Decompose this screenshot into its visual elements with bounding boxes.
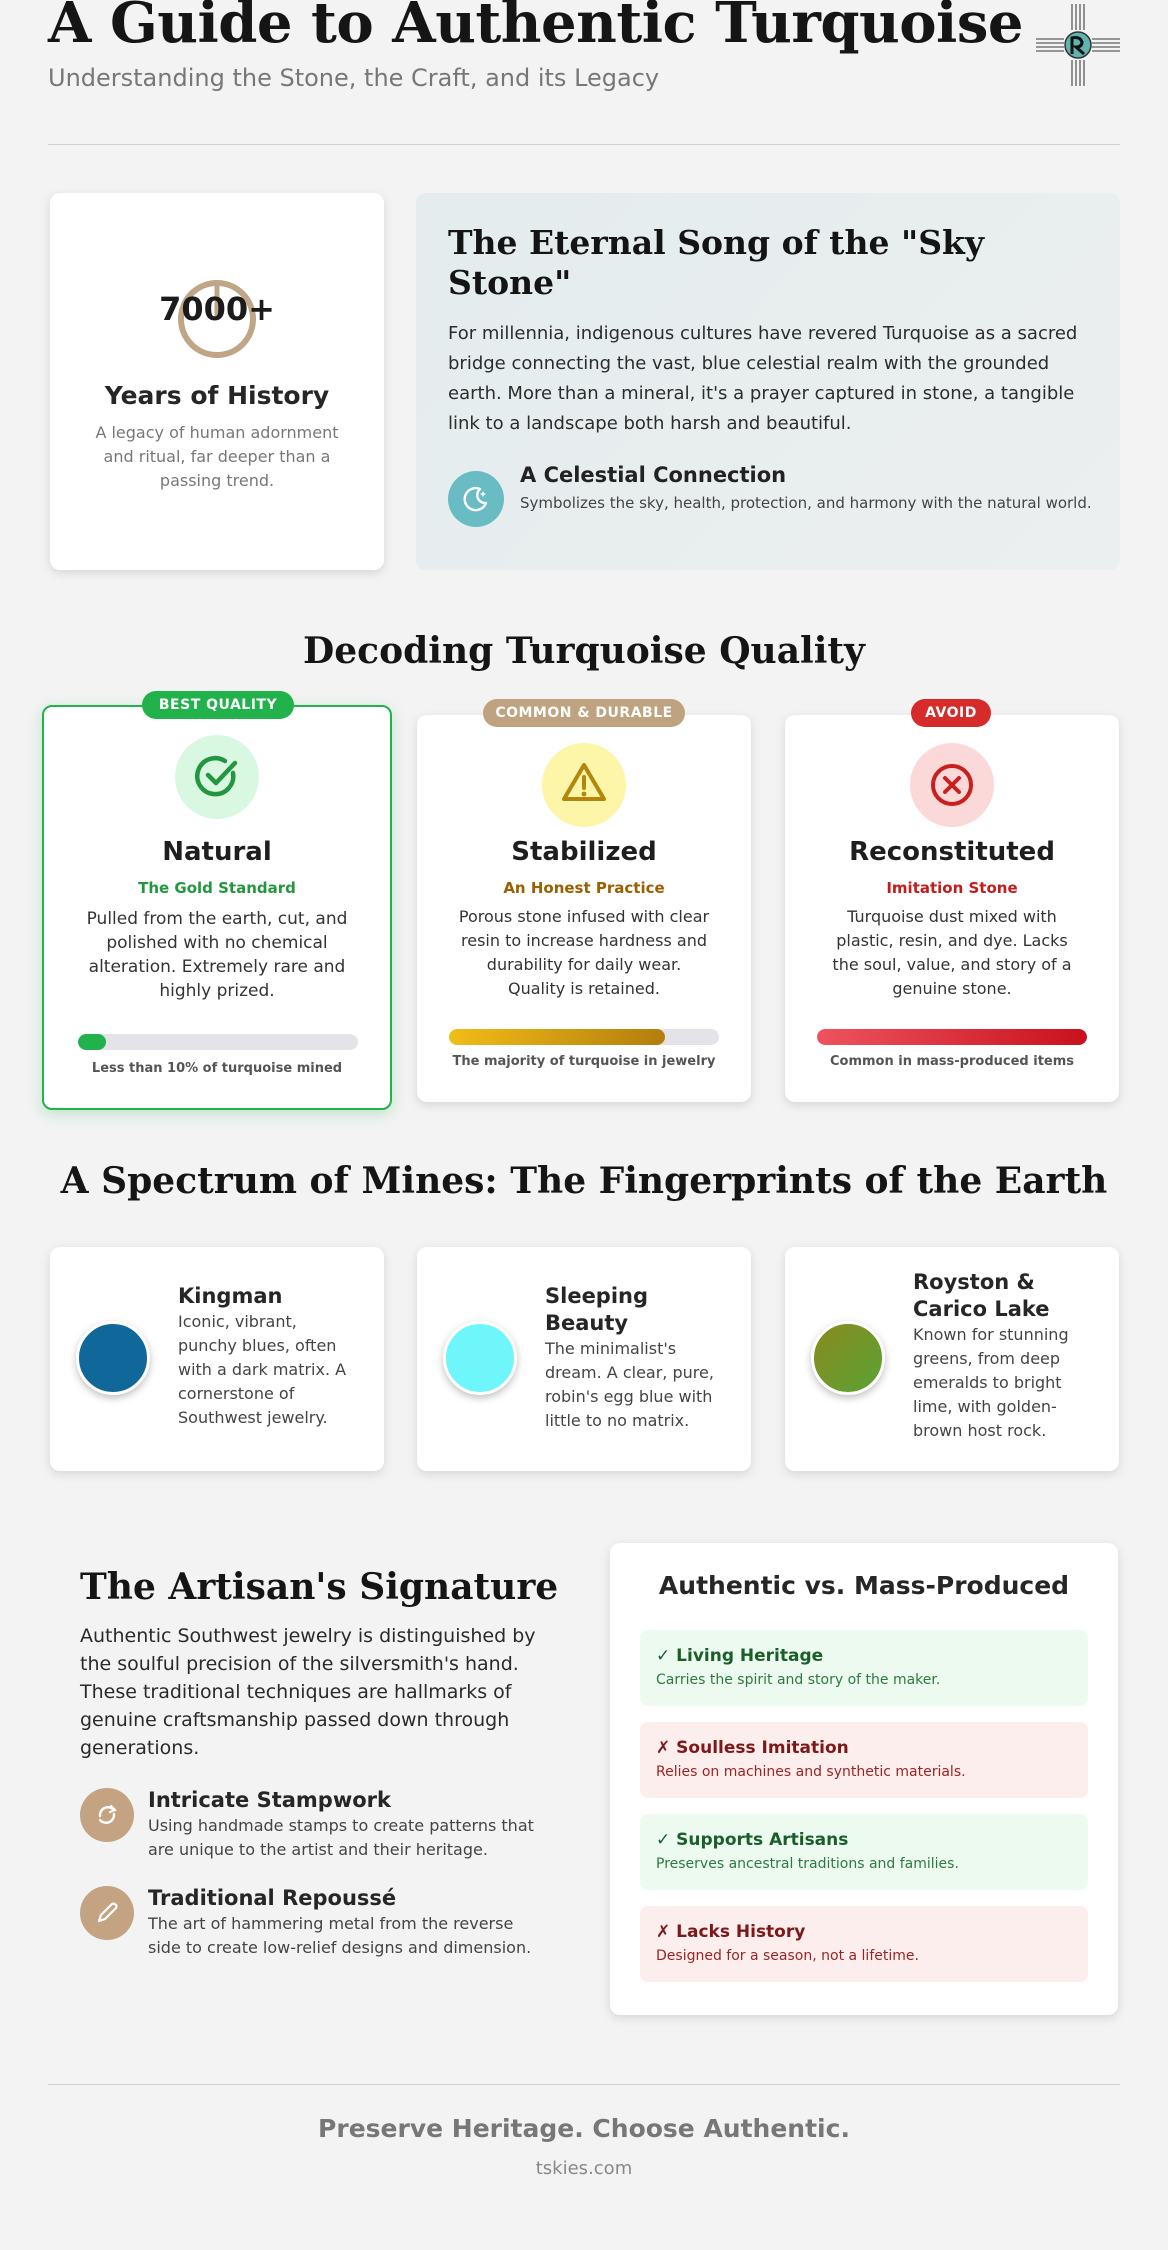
footer-tagline: Preserve Heritage. Choose Authentic. (318, 2114, 850, 2143)
stone-swatch (76, 1321, 150, 1395)
quality-badge: COMMON & DURABLE (483, 699, 685, 727)
page-subtitle: Understanding the Stone, the Craft, and its Legacy (48, 64, 660, 92)
mine-name: Kingman (178, 1284, 283, 1308)
comparison-item-title: ✗ Soulless Imitation (656, 1738, 849, 1758)
artisan-body: Authentic Southwest jewelry is distinguished by the soulful precision of the silversmith's hand. These traditional techniques are hallmarks of genuine craftsmanship passed down through generations. (80, 1625, 536, 1759)
quality-meter-fill (449, 1029, 665, 1045)
comparison-item-good (640, 1630, 1088, 1706)
history-description: A legacy of human adornment and ritual, far deeper than a passing trend. (95, 423, 339, 490)
intro-body: For millennia, indigenous cultures have revered Turquoise as a sacred bridge connecting the vast, blue celestial realm with the grounded earth. More than a mineral, it's a prayer captured in stone, a tangible link to a landscape both harsh and beautiful. (448, 323, 1078, 434)
comparison-item-description: Designed for a season, not a lifetime. (656, 1948, 919, 1964)
quality-badge: BEST QUALITY (142, 691, 294, 719)
comparison-item-description: Preserves ancestral traditions and families. (656, 1856, 959, 1872)
mine-card-royston-carico (785, 1247, 1119, 1471)
technique-title: Traditional Repoussé (148, 1886, 397, 1910)
mine-name: Sleeping Beauty (545, 1284, 649, 1335)
pencil-icon (80, 1886, 134, 1940)
quality-caption: Common in mass-produced items (829, 1054, 1075, 1069)
history-card (50, 193, 384, 570)
comparison-item-description: Carries the spirit and story of the maker. (656, 1672, 941, 1688)
page-title: A Guide to Authentic Turquoise (48, 0, 1023, 56)
quality-meter (449, 1029, 719, 1045)
quality-caption: The majority of turquoise in jewelry (452, 1054, 716, 1069)
quality-meter (817, 1029, 1087, 1045)
footer-divider (48, 2084, 1120, 2085)
check-circle-icon (175, 735, 259, 819)
comparison-heading: Authentic vs. Mass-Produced (658, 1571, 1070, 1600)
comparison-item-bad (640, 1722, 1088, 1798)
quality-card-natural (42, 697, 392, 1110)
mine-description: Iconic, vibrant, punchy blues, often with a dark matrix. A cornerstone of Southwest jewelry. (178, 1312, 347, 1427)
moon-icon (448, 471, 504, 527)
quality-card-stabilized (417, 705, 751, 1102)
history-number: 7000+ (159, 290, 275, 328)
stone-swatch (443, 1321, 517, 1395)
technique-description: Using handmade stamps to create patterns that are unique to the artist and their heritage. (148, 1816, 534, 1859)
mine-card-sleeping-beauty (417, 1247, 751, 1471)
history-title: Years of History (104, 381, 330, 410)
zia-sun-logo-icon (1036, 2, 1120, 88)
comparison-item-title: ✓ Living Heritage (656, 1646, 824, 1666)
intro-heading: The Eternal Song of the "Sky Stone" (448, 223, 985, 302)
quality-caption: Less than 10% of turquoise mined (91, 1061, 343, 1076)
divider (48, 144, 1120, 145)
mine-description: Known for stunning greens, from deep emeralds to bright lime, with golden-brown host rock. (913, 1325, 1069, 1440)
comparison-item-good (640, 1814, 1088, 1890)
comparison-item-title: ✗ Lacks History (656, 1922, 806, 1942)
artisan-heading: The Artisan's Signature (80, 1566, 559, 1608)
mine-card-kingman (50, 1247, 384, 1471)
quality-description: Porous stone infused with clear resin to increase hardness and durability for daily wear. Quality is retained. (458, 907, 710, 998)
quality-title: Natural (162, 837, 272, 867)
quality-heading: Decoding Turquoise Quality (303, 630, 865, 672)
quality-meter-fill (78, 1034, 106, 1050)
quality-meter (78, 1034, 358, 1050)
mines-heading: A Spectrum of Mines: The Fingerprints of the Earth (60, 1160, 1108, 1202)
comparison-item-title: ✓ Supports Artisans (656, 1830, 849, 1850)
intro-feature-title: A Celestial Connection (520, 463, 787, 487)
technique-description: The art of hammering metal from the reverse side to create low-relief designs and dimension. (148, 1914, 532, 1957)
quality-meter-fill (817, 1029, 1087, 1045)
mine-description: The minimalist's dream. A clear, pure, robin's egg blue with little to no matrix. (545, 1339, 714, 1430)
comparison-card (610, 1543, 1118, 2015)
quality-subtitle: Imitation Stone (886, 879, 1018, 897)
quality-description: Turquoise dust mixed with plastic, resin, and dye. Lacks the soul, value, and story of a genuine stone. (832, 907, 1072, 998)
quality-subtitle: The Gold Standard (138, 879, 296, 897)
quality-title: Reconstituted (849, 837, 1055, 867)
technique-title: Intricate Stampwork (148, 1788, 391, 1812)
stone-swatch (811, 1321, 885, 1395)
quality-card-reconstituted (785, 705, 1119, 1102)
intro-feature-text: Symbolizes the sky, health, protection, and harmony with the natural world. (520, 494, 1092, 512)
mine-name: Royston & Carico Lake (913, 1270, 1050, 1321)
comparison-item-bad (640, 1906, 1088, 1982)
quality-badge: AVOID (911, 699, 991, 727)
quality-subtitle: An Honest Practice (503, 879, 665, 897)
x-circle-icon (910, 743, 994, 827)
quality-title: Stabilized (511, 837, 657, 867)
intro-panel (416, 193, 1120, 570)
footer-url[interactable]: tskies.com (535, 2158, 633, 2179)
stamp-icon (80, 1788, 134, 1842)
comparison-item-description: Relies on machines and synthetic materials. (656, 1764, 966, 1780)
warning-icon (542, 743, 626, 827)
quality-description: Pulled from the earth, cut, and polished with no chemical alteration. Extremely rare and highly prized. (86, 909, 348, 1001)
